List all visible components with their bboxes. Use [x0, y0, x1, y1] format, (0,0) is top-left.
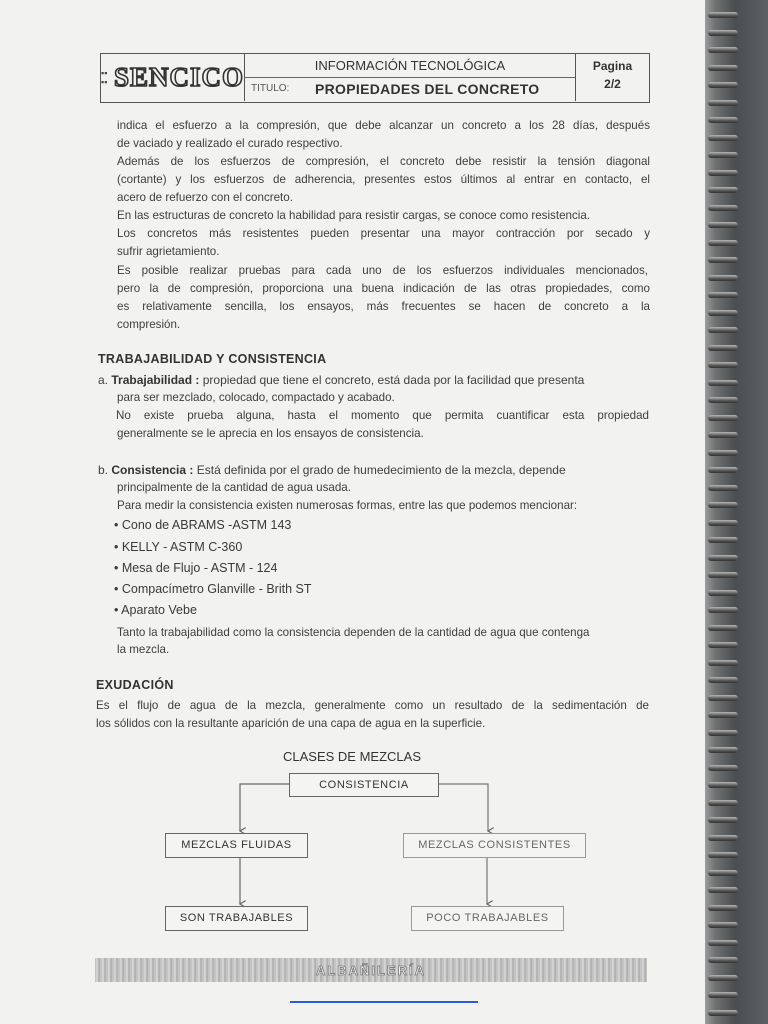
intro-line: Es posible realizar pruebas para cada uno de los esfuerzos individuales mencionados,: [117, 264, 648, 277]
spiral-coil: [708, 380, 738, 386]
page-value: 2/2: [604, 77, 621, 91]
intro-line: acero de refuerzo con el concreto.: [117, 191, 293, 204]
logo-text: SENCICO: [113, 62, 244, 92]
spiral-coil: [708, 1010, 738, 1016]
item-b-prefix: b.: [98, 463, 109, 477]
spiral-coil: [708, 415, 738, 421]
spiral-coil: [708, 660, 738, 666]
spiral-coil: [708, 187, 738, 193]
spiral-coil: [708, 205, 738, 211]
item-a-label: Trabajabilidad :: [111, 373, 200, 387]
spiral-coil: [708, 555, 738, 561]
spiral-coil: [708, 502, 738, 508]
spiral-coil: [708, 117, 738, 123]
spiral-coil: [708, 782, 738, 788]
intro-line: es relativamente sencilla, los ensayos, más frecuentes se hacen de concreto a la: [117, 300, 650, 313]
spiral-coil: [708, 590, 738, 596]
item-a-line: para ser mezclado, colocado, compactado y acabado.: [117, 391, 395, 404]
diagram-title: CLASES DE MEZCLAS: [283, 749, 421, 764]
spiral-coil: [708, 625, 738, 631]
spiral-coil: [708, 747, 738, 753]
titulo-label: TITULO:: [251, 83, 290, 94]
item-a-line: generalmente se le aprecia en los ensayos de consistencia.: [117, 427, 424, 440]
diagram-node-son-trabajables: SON TRABAJABLES: [165, 906, 308, 931]
intro-line: Los concretos más resistentes pueden presentar una mayor contracción por secado y: [117, 227, 650, 240]
spiral-coil: [708, 817, 738, 823]
spiral-coil: [708, 905, 738, 911]
spiral-coil: [708, 30, 738, 36]
link-underline[interactable]: [290, 1001, 478, 1003]
spiral-coil: [708, 607, 738, 613]
list-item: • KELLY - ASTM C-360: [114, 540, 243, 554]
section-heading-exudacion: EXUDACIÓN: [96, 678, 174, 692]
spiral-coil: [708, 870, 738, 876]
spiral-coil: [708, 835, 738, 841]
intro-line: En las estructuras de concreto la habilidad para resistir cargas, se conoce como resistencia.: [117, 209, 591, 222]
spiral-coil: [708, 65, 738, 71]
spiral-coil: [708, 222, 738, 228]
spiral-coil: [708, 397, 738, 403]
footer-text: ALBAÑILERÍA: [315, 962, 427, 978]
item-b-text: Está definida por el grado de humedecimiento de la mezcla, depende: [196, 463, 566, 477]
spiral-coil: [708, 257, 738, 263]
spiral-coil: [708, 292, 738, 298]
spiral-coil: [708, 852, 738, 858]
spiral-coil: [708, 800, 738, 806]
diagram-node-consistencia: CONSISTENCIA: [289, 773, 439, 797]
spiral-coil: [708, 520, 738, 526]
item-a-text: propiedad que tiene el concreto, está dada por la facilidad que presenta: [202, 373, 585, 387]
spiral-coil: [708, 152, 738, 158]
closing-line: la mezcla.: [117, 643, 170, 656]
intro-line: sufrir agrietamiento.: [117, 245, 220, 258]
diagram-node-mezclas-fluidas: MEZCLAS FLUIDAS: [165, 833, 308, 858]
item-b-line: principalmente de la cantidad de agua usada.: [117, 481, 351, 494]
spiral-coil: [708, 485, 738, 491]
section-heading-trabajabilidad: TRABAJABILIDAD Y CONSISTENCIA: [98, 352, 327, 366]
titulo-value: PROPIEDADES DEL CONCRETO: [315, 81, 540, 97]
intro-line: (cortante) y los esfuerzos de adherencia, presentes estos últimos al entrar en contacto, el: [117, 173, 650, 186]
intro-line: Además de los esfuerzos de compresión, el concreto debe resistir la tensión diagonal: [117, 155, 650, 168]
spiral-coil: [708, 47, 738, 53]
spiral-coil: [708, 135, 738, 141]
spiral-coil: [708, 170, 738, 176]
list-item: • Aparato Vebe: [114, 603, 197, 617]
intro-line: compresión.: [117, 318, 181, 331]
intro-line: indica el esfuerzo a la compresión, que debe alcanzar un concreto a los 28 días, después: [117, 119, 650, 132]
list-item: • Mesa de Flujo - ASTM - 124: [114, 561, 278, 575]
spiral-coil: [708, 240, 738, 246]
intro-line: pero la de compresión, proporciona una buena indicación de las otras propiedades, como: [117, 282, 650, 295]
spiral-coil: [708, 922, 738, 928]
spiral-coil: [708, 887, 738, 893]
info-title: INFORMACIÓN TECNOLÓGICA: [245, 54, 575, 78]
exudacion-line: Es el flujo de agua de la mezcla, generalmente como un resultado de la sedimentación de: [96, 699, 649, 712]
spiral-coil: [708, 992, 738, 998]
spiral-coil: [708, 12, 738, 18]
logo-mark-icon: ▪▪ ▪▪: [101, 67, 108, 87]
spiral-coil: [708, 730, 738, 736]
spiral-coil: [708, 362, 738, 368]
spiral-coil: [708, 450, 738, 456]
spiral-coil: [708, 310, 738, 316]
spiral-coil: [708, 275, 738, 281]
list-item: • Compacímetro Glanville - Brith ST: [114, 582, 312, 596]
spiral-coil: [708, 572, 738, 578]
spiral-coil: [708, 957, 738, 963]
spiral-coil: [708, 940, 738, 946]
spiral-coil: [708, 537, 738, 543]
item-a-line: No existe prueba alguna, hasta el momento que permita cuantificar esta propiedad: [116, 409, 649, 422]
closing-line: Tanto la trabajabilidad como la consistencia dependen de la cantidad de agua que contenga: [117, 626, 590, 639]
spiral-coil: [708, 765, 738, 771]
spiral-coil: [708, 100, 738, 106]
spiral-coil: [708, 345, 738, 351]
spiral-coil: [708, 432, 738, 438]
exudacion-line: los sólidos con la resultante aparición de una capa de agua en la superficie.: [96, 717, 486, 730]
spiral-coil: [708, 975, 738, 981]
diagram-node-poco-trabajables: POCO TRABAJABLES: [411, 906, 564, 931]
spiral-coil: [708, 642, 738, 648]
spiral-coil: [708, 327, 738, 333]
item-b-line: Para medir la consistencia existen numerosas formas, entre las que podemos mencionar:: [117, 499, 578, 512]
spiral-coil: [708, 695, 738, 701]
spiral-coil: [708, 82, 738, 88]
spiral-coil: [708, 712, 738, 718]
diagram-node-mezclas-consistentes: MEZCLAS CONSISTENTES: [403, 833, 586, 858]
page-label: Pagina: [592, 59, 633, 73]
spiral-coil: [708, 467, 738, 473]
list-item: • Cono de ABRAMS -ASTM 143: [114, 518, 292, 532]
intro-line: de vaciado y realizado el curado respectivo.: [117, 137, 343, 150]
footer-band: [95, 958, 647, 982]
item-b-label: Consistencia :: [111, 463, 194, 477]
item-a-prefix: a.: [98, 373, 109, 387]
spiral-coil: [708, 677, 738, 683]
